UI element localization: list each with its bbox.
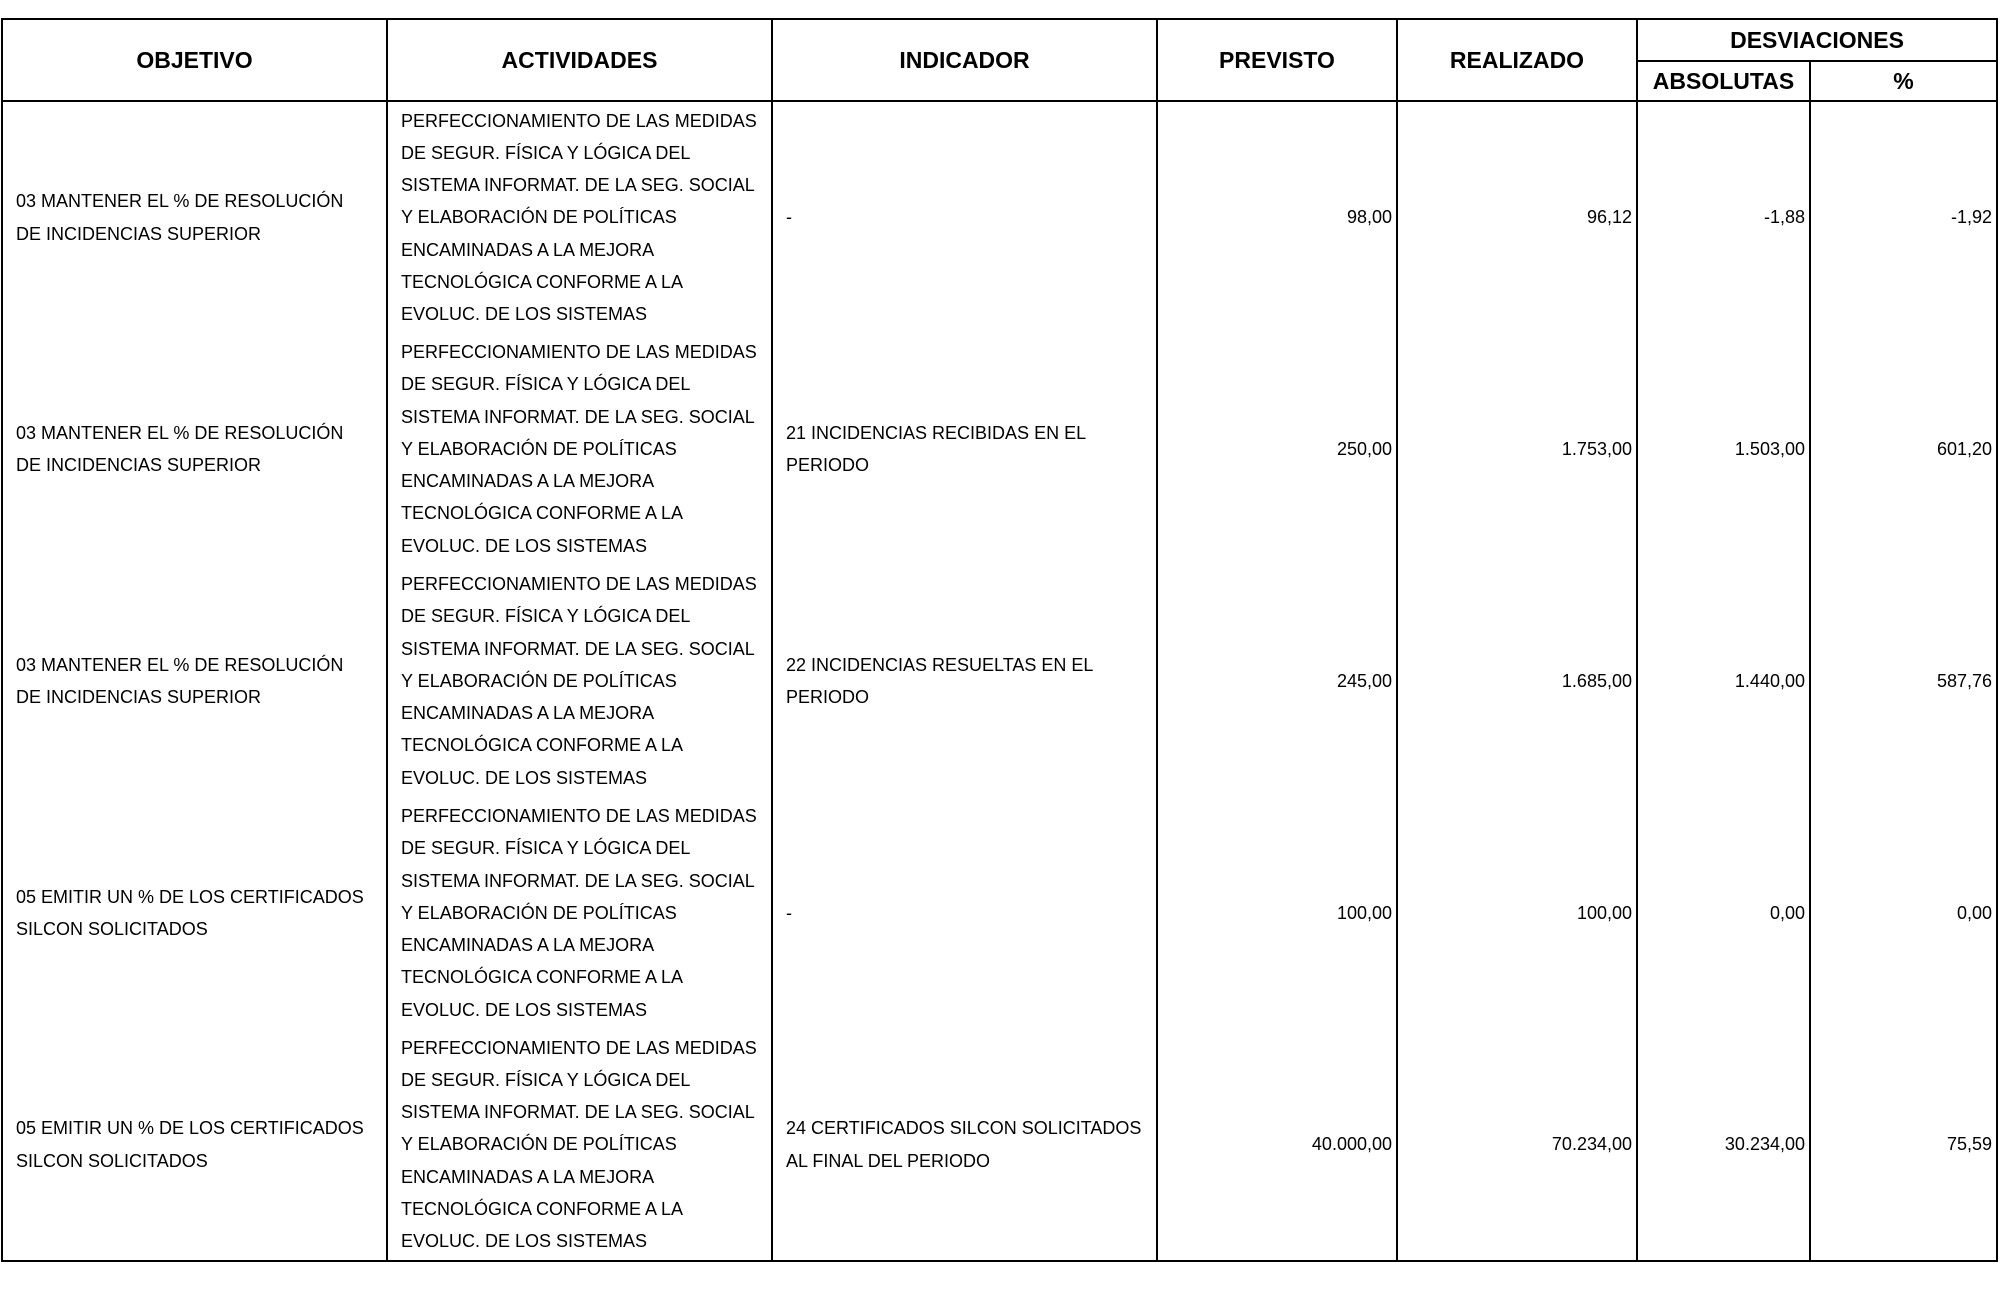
header-previsto: PREVISTO	[1157, 19, 1397, 101]
cell-indicador: -	[772, 101, 1157, 333]
cell-porcentaje: 0,00	[1810, 797, 1997, 1029]
cell-indicador: 21 INCIDENCIAS RECIBIDAS EN EL PERIODO	[772, 333, 1157, 565]
cell-porcentaje: -1,92	[1810, 101, 1997, 333]
cell-previsto: 100,00	[1157, 797, 1397, 1029]
cell-previsto: 40.000,00	[1157, 1029, 1397, 1261]
cell-realizado: 70.234,00	[1397, 1029, 1637, 1261]
table-row	[2, 101, 1997, 333]
cell-objetivo: 03 MANTENER EL % DE RESOLUCIÓN DE INCIDENCIAS SUPERIOR	[2, 101, 387, 333]
cell-absolutas: 0,00	[1637, 797, 1810, 1029]
header-actividades: ACTIVIDADES	[387, 19, 772, 101]
cell-absolutas: 1.440,00	[1637, 565, 1810, 797]
cell-objetivo: 03 MANTENER EL % DE RESOLUCIÓN DE INCIDENCIAS SUPERIOR	[2, 565, 387, 797]
cell-porcentaje: 601,20	[1810, 333, 1997, 565]
cell-objetivo: 03 MANTENER EL % DE RESOLUCIÓN DE INCIDENCIAS SUPERIOR	[2, 333, 387, 565]
cell-previsto: 98,00	[1157, 101, 1397, 333]
header-realizado: REALIZADO	[1397, 19, 1637, 101]
header-objetivo: OBJETIVO	[2, 19, 387, 101]
cell-realizado: 1.753,00	[1397, 333, 1637, 565]
cell-indicador: 22 INCIDENCIAS RESUELTAS EN EL PERIODO	[772, 565, 1157, 797]
cell-realizado: 100,00	[1397, 797, 1637, 1029]
cell-previsto: 245,00	[1157, 565, 1397, 797]
header-desviaciones: DESVIACIONES	[1637, 19, 1997, 61]
cell-actividades: PERFECCIONAMIENTO DE LAS MEDIDAS DE SEGUR. FÍSICA Y LÓGICA DEL SISTEMA INFORMAT. DE LA SEG. SOCIAL Y ELABORACIÓN DE POLÍTICAS ENCAMINADAS A LA MEJORA TECNOLÓGICA CONFORME A LA EVOLUC. DE LOS SISTEMAS	[387, 101, 772, 333]
cell-realizado: 1.685,00	[1397, 565, 1637, 797]
cell-porcentaje: 75,59	[1810, 1029, 1997, 1261]
table-row	[2, 1029, 1997, 1261]
table-row	[2, 565, 1997, 797]
cell-actividades: PERFECCIONAMIENTO DE LAS MEDIDAS DE SEGUR. FÍSICA Y LÓGICA DEL SISTEMA INFORMAT. DE LA SEG. SOCIAL Y ELABORACIÓN DE POLÍTICAS ENCAMINADAS A LA MEJORA TECNOLÓGICA CONFORME A LA EVOLUC. DE LOS SISTEMAS	[387, 797, 772, 1029]
cell-objetivo: 05 EMITIR UN % DE LOS CERTIFICADOS SILCON SOLICITADOS	[2, 1029, 387, 1261]
cell-absolutas: 30.234,00	[1637, 1029, 1810, 1261]
header-porcentaje: %	[1810, 61, 1997, 101]
header-indicador: INDICADOR	[772, 19, 1157, 101]
cell-actividades: PERFECCIONAMIENTO DE LAS MEDIDAS DE SEGUR. FÍSICA Y LÓGICA DEL SISTEMA INFORMAT. DE LA SEG. SOCIAL Y ELABORACIÓN DE POLÍTICAS ENCAMINADAS A LA MEJORA TECNOLÓGICA CONFORME A LA EVOLUC. DE LOS SISTEMAS	[387, 333, 772, 565]
cell-porcentaje: 587,76	[1810, 565, 1997, 797]
table-body	[2, 101, 1997, 1261]
header-absolutas: ABSOLUTAS	[1637, 61, 1810, 101]
table-row	[2, 797, 1997, 1029]
cell-realizado: 96,12	[1397, 101, 1637, 333]
table-header	[2, 19, 1997, 101]
cell-absolutas: -1,88	[1637, 101, 1810, 333]
cell-previsto: 250,00	[1157, 333, 1397, 565]
cell-absolutas: 1.503,00	[1637, 333, 1810, 565]
cell-actividades: PERFECCIONAMIENTO DE LAS MEDIDAS DE SEGUR. FÍSICA Y LÓGICA DEL SISTEMA INFORMAT. DE LA SEG. SOCIAL Y ELABORACIÓN DE POLÍTICAS ENCAMINADAS A LA MEJORA TECNOLÓGICA CONFORME A LA EVOLUC. DE LOS SISTEMAS	[387, 565, 772, 797]
cell-indicador: 24 CERTIFICADOS SILCON SOLICITADOS AL FINAL DEL PERIODO	[772, 1029, 1157, 1261]
table-row	[2, 333, 1997, 565]
cell-objetivo: 05 EMITIR UN % DE LOS CERTIFICADOS SILCON SOLICITADOS	[2, 797, 387, 1029]
objectives-table	[1, 18, 1998, 1262]
cell-indicador: -	[772, 797, 1157, 1029]
cell-actividades: PERFECCIONAMIENTO DE LAS MEDIDAS DE SEGUR. FÍSICA Y LÓGICA DEL SISTEMA INFORMAT. DE LA SEG. SOCIAL Y ELABORACIÓN DE POLÍTICAS ENCAMINADAS A LA MEJORA TECNOLÓGICA CONFORME A LA EVOLUC. DE LOS SISTEMAS	[387, 1029, 772, 1261]
